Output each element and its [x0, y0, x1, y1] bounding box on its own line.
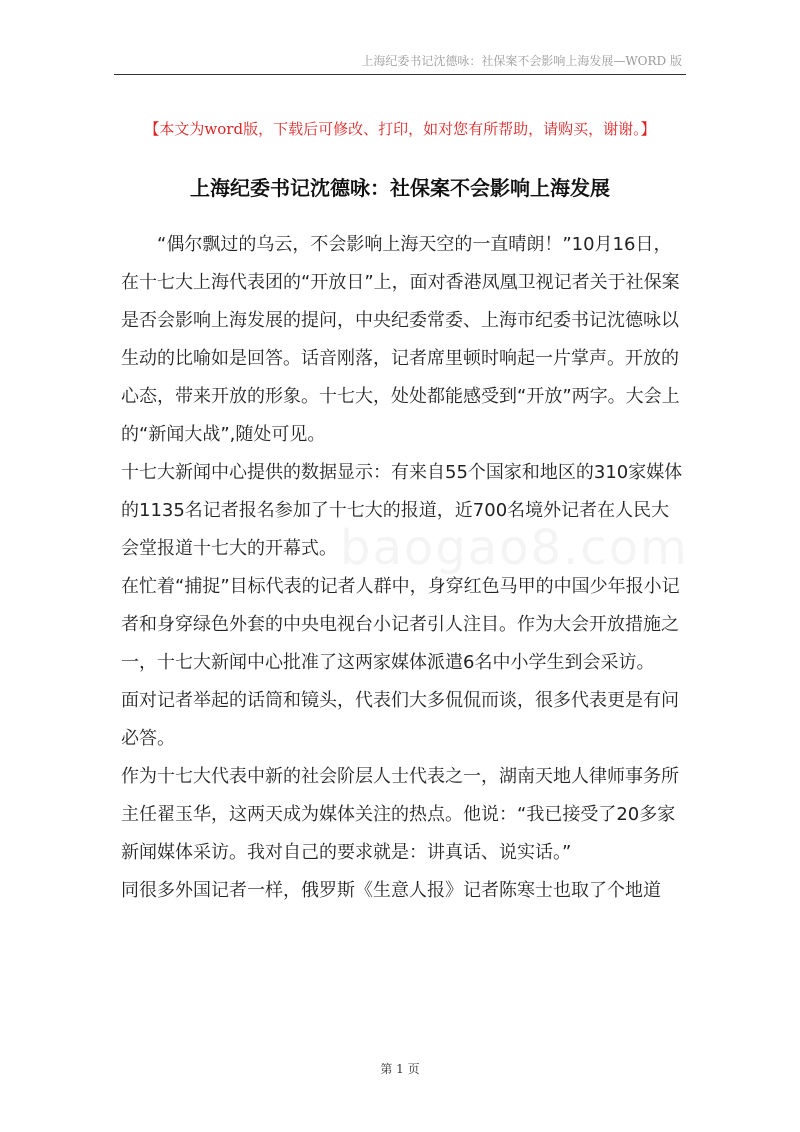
- document-body: [121, 226, 683, 910]
- paragraph: 在忙着“捕捉”目标代表的记者人群中，身穿红色马甲的中国少年报小记者和身穿绿色外套的中央电视台小记者引人注目。作为大会开放措施之一，十七大新闻中心批准了这两家媒体派遣6名中小学生到会采访。: [121, 576, 680, 673]
- paragraph: 作为十七大代表中新的社会阶层人士代表之一，湖南天地人律师事务所主任翟玉华，这两天成为媒体关注的热点。他说：“我已接受了20多家新闻媒体采访。我对自己的要求就是：讲真话、说实话。”: [121, 766, 679, 863]
- page-number: 第 1 页: [380, 1062, 420, 1076]
- watermark-text: baogao8.com: [340, 520, 689, 576]
- paragraph: 十七大新闻中心提供的数据显示：有来自55个国家和地区的310家媒体的1135名记者报名参加了十七大的报道，近700名境外记者在人民大会堂报道十七大的开幕式。: [121, 462, 683, 559]
- header-title: 上海纪委书记沈德咏：社保案不会影响上海发展—WORD 版: [361, 54, 682, 68]
- paragraph: 同很多外国记者一样，俄罗斯《生意人报》记者陈寒士也取了个地道: [121, 880, 661, 901]
- header-divider: [114, 74, 686, 75]
- paragraph: 面对记者举起的话筒和镜头，代表们大多侃侃而谈，很多代表更是有问必答。: [121, 690, 679, 749]
- paragraph: “偶尔飘过的乌云，不会影响上海天空的一直晴朗！”10月16日，在十七大上海代表团的“开放日”上，面对香港凤凰卫视记者关于社保案是否会影响上海发展的提问，中央纪委常委、上海市纪委书记沈德咏以生动的比喻如是回答。话音刚落，记者席里顿时响起一片掌声。开放的心态，带来开放的形象。十七大，处处都能感受到“开放”两字。大会上的“新闻大战”,随处可见。: [121, 234, 680, 445]
- purchase-notice: 【本文为word版，下载后可修改、打印，如对您有所帮助，请购买，谢谢。】: [144, 120, 656, 138]
- document-title: 上海纪委书记沈德咏：社保案不会影响上海发展: [190, 176, 610, 200]
